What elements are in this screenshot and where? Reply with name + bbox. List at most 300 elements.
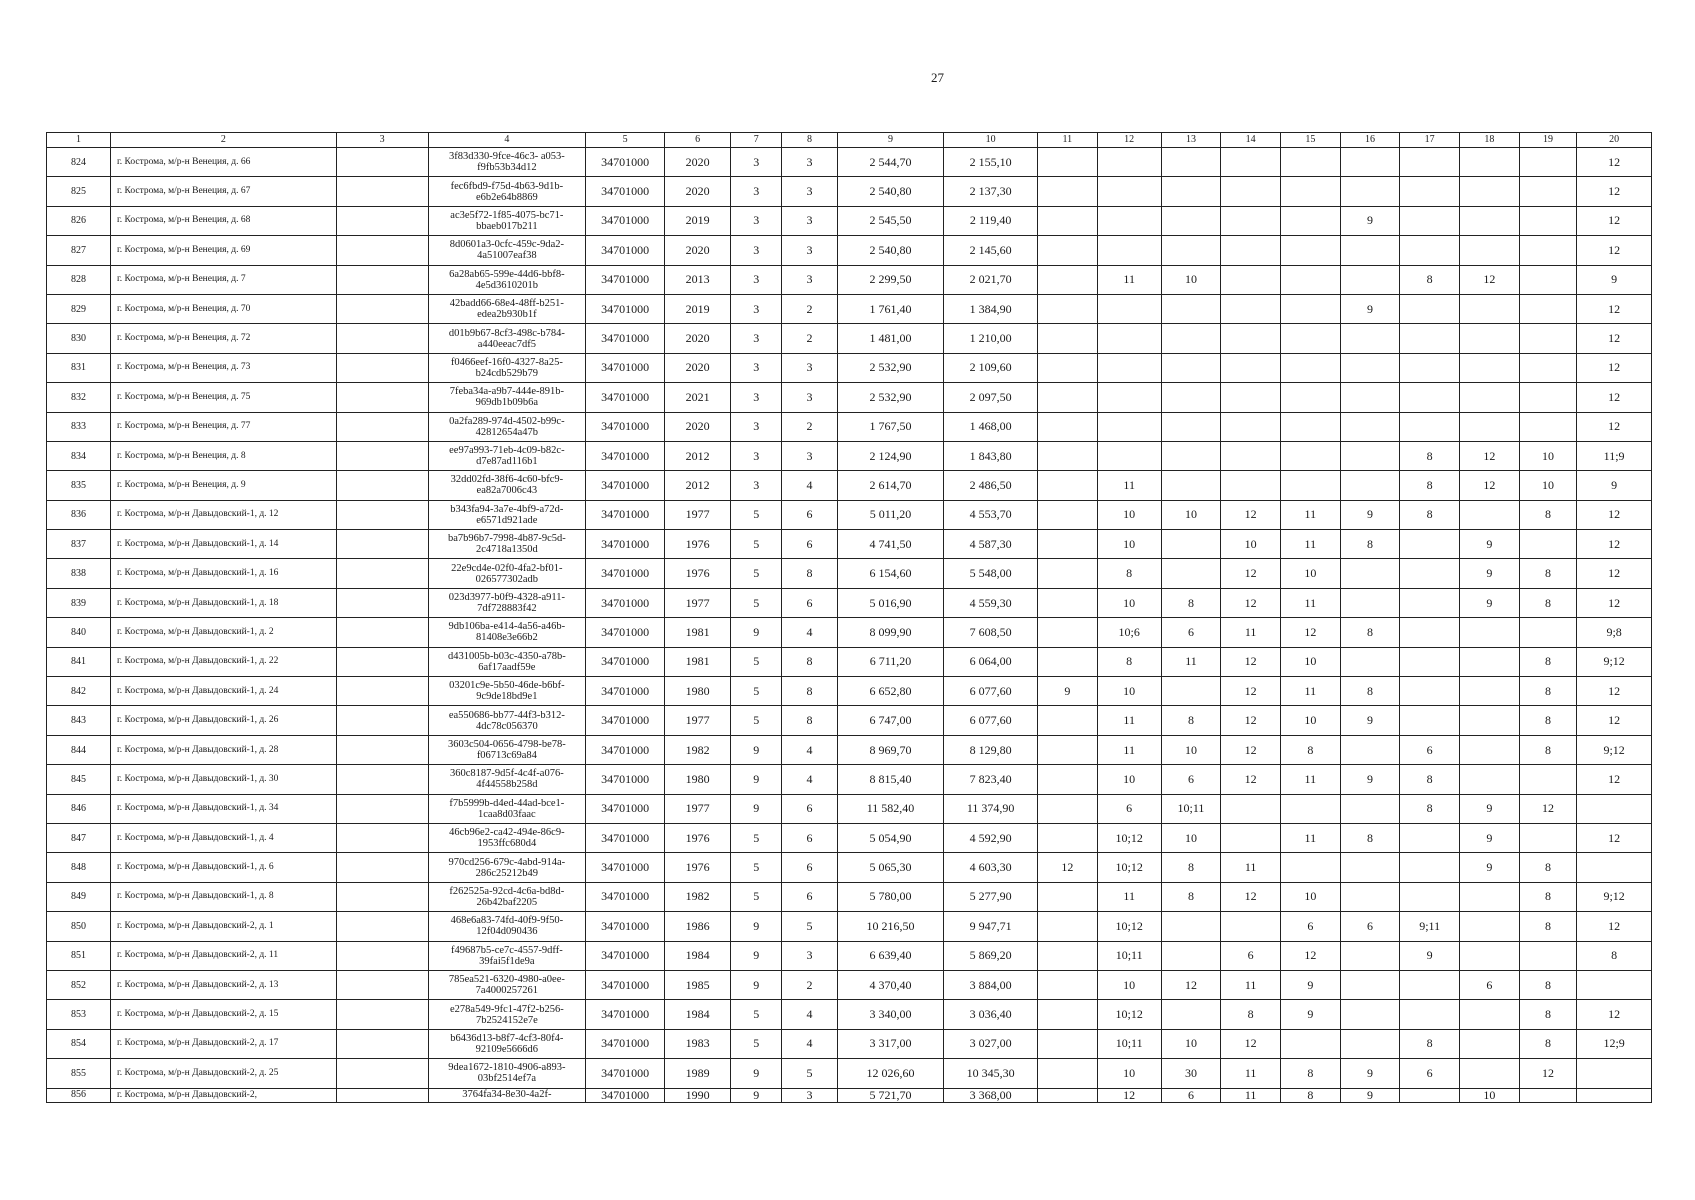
guid-cell: 8d0601a3-0cfc-459c-9da2-4a51007eaf38 bbox=[428, 236, 586, 265]
table-row bbox=[47, 177, 1652, 206]
guid-cell: e278a549-9fc1-47f2-b256-7b2524152e7e bbox=[428, 1000, 586, 1029]
table-row bbox=[47, 265, 1652, 294]
table-cell: 5 548,00 bbox=[944, 559, 1038, 588]
table-cell: 2012 bbox=[665, 441, 731, 470]
row-number-cell: 855 bbox=[47, 1059, 111, 1088]
row-number-cell: 852 bbox=[47, 970, 111, 999]
table-cell bbox=[1161, 559, 1221, 588]
table-row bbox=[47, 530, 1652, 559]
table-row bbox=[47, 324, 1652, 353]
table-cell bbox=[1340, 265, 1400, 294]
table-cell: 8 bbox=[1577, 941, 1652, 970]
table-cell: 10 bbox=[1097, 530, 1161, 559]
address-cell: г. Кострома, м/р-н Давыдовский-1, д. 4 bbox=[110, 823, 336, 852]
table-row bbox=[47, 559, 1652, 588]
table-cell: 9 bbox=[731, 970, 782, 999]
table-cell: 6 bbox=[1161, 1088, 1221, 1102]
table-cell: 11 bbox=[1221, 618, 1281, 647]
address-cell: г. Кострома, м/р-н Давыдовский-1, д. 12 bbox=[110, 500, 336, 529]
column-header-2: 2 bbox=[110, 133, 336, 148]
table-cell: 10 bbox=[1161, 1029, 1221, 1058]
table-cell: 8 bbox=[782, 677, 837, 706]
table-cell bbox=[1340, 735, 1400, 764]
row-number-cell: 841 bbox=[47, 647, 111, 676]
table-cell bbox=[1221, 441, 1281, 470]
table-cell: 11 bbox=[1097, 882, 1161, 911]
column-header-13: 13 bbox=[1161, 133, 1221, 148]
table-cell: 11 bbox=[1221, 1059, 1281, 1088]
address-cell: г. Кострома, м/р-н Давыдовский-1, д. 28 bbox=[110, 735, 336, 764]
address-cell: г. Кострома, м/р-н Давыдовский-2, д. 17 bbox=[110, 1029, 336, 1058]
table-cell bbox=[1519, 941, 1577, 970]
table-cell bbox=[1577, 853, 1652, 882]
table-cell: 10;12 bbox=[1097, 1000, 1161, 1029]
table-cell bbox=[1519, 294, 1577, 323]
guid-cell: f49687b5-ce7c-4557-9dff-39fai5f1de9a bbox=[428, 941, 586, 970]
table-cell: 2013 bbox=[665, 265, 731, 294]
table-cell: 12 bbox=[1577, 353, 1652, 382]
table-cell: 5 011,20 bbox=[837, 500, 944, 529]
table-cell: 11 374,90 bbox=[944, 794, 1038, 823]
table-cell: 11 bbox=[1161, 647, 1221, 676]
table-row bbox=[47, 735, 1652, 764]
table-cell: 9 bbox=[1460, 853, 1520, 882]
table-cell: 1985 bbox=[665, 970, 731, 999]
table-cell: 5 bbox=[782, 912, 837, 941]
table-row bbox=[47, 1000, 1652, 1029]
table-cell: 10 bbox=[1280, 882, 1340, 911]
column-header-14: 14 bbox=[1221, 133, 1281, 148]
table-cell bbox=[1519, 412, 1577, 441]
table-cell: 2 124,90 bbox=[837, 441, 944, 470]
table-cell bbox=[1460, 412, 1520, 441]
table-cell bbox=[1340, 412, 1400, 441]
table-cell: 8 bbox=[1519, 677, 1577, 706]
table-cell: 9;12 bbox=[1577, 882, 1652, 911]
table-cell: 34701000 bbox=[586, 706, 665, 735]
table-cell: 12 bbox=[1577, 1000, 1652, 1029]
table-cell bbox=[1038, 765, 1098, 794]
table-cell: 2020 bbox=[665, 177, 731, 206]
row-number-cell: 839 bbox=[47, 588, 111, 617]
table-cell: 10 bbox=[1280, 647, 1340, 676]
table-cell: 11 bbox=[1221, 970, 1281, 999]
table-cell: 8 bbox=[1280, 1088, 1340, 1102]
table-cell bbox=[1038, 1029, 1098, 1058]
table-cell: 9 bbox=[1340, 294, 1400, 323]
table-cell: 9 bbox=[731, 941, 782, 970]
table-cell bbox=[1460, 912, 1520, 941]
table-cell bbox=[336, 941, 428, 970]
table-cell: 8 bbox=[1519, 706, 1577, 735]
guid-cell: 32dd02fd-38f6-4c60-bfc9-ea82a7006c43 bbox=[428, 471, 586, 500]
table-cell bbox=[336, 677, 428, 706]
table-row bbox=[47, 236, 1652, 265]
guid-cell: 0a2fa289-974d-4502-b99c-42812654a47b bbox=[428, 412, 586, 441]
table-cell: 1976 bbox=[665, 853, 731, 882]
row-number-cell: 828 bbox=[47, 265, 111, 294]
table-header bbox=[47, 133, 1652, 148]
row-number-cell: 824 bbox=[47, 148, 111, 177]
guid-cell: f262525a-92cd-4c6a-bd8d-26b42baf2205 bbox=[428, 882, 586, 911]
table-cell: 9;8 bbox=[1577, 618, 1652, 647]
table-cell bbox=[336, 1088, 428, 1102]
table-cell: 7 823,40 bbox=[944, 765, 1038, 794]
column-header-5: 5 bbox=[586, 133, 665, 148]
row-number-cell: 853 bbox=[47, 1000, 111, 1029]
table-cell bbox=[1038, 1088, 1098, 1102]
column-header-19: 19 bbox=[1519, 133, 1577, 148]
table-cell: 3 bbox=[731, 412, 782, 441]
table-cell: 12 bbox=[1221, 765, 1281, 794]
address-cell: г. Кострома, м/р-н Давыдовский-1, д. 8 bbox=[110, 882, 336, 911]
table-cell: 8 bbox=[1280, 1059, 1340, 1088]
table-row bbox=[47, 383, 1652, 412]
table-cell: 2020 bbox=[665, 324, 731, 353]
table-cell: 8 bbox=[1519, 559, 1577, 588]
table-cell bbox=[1097, 324, 1161, 353]
table-cell: 11 bbox=[1221, 853, 1281, 882]
table-cell bbox=[1038, 265, 1098, 294]
table-cell: 9 bbox=[731, 912, 782, 941]
table-cell: 12 bbox=[1221, 882, 1281, 911]
table-cell: 8 bbox=[1519, 735, 1577, 764]
guid-cell: 785ea521-6320-4980-a0ee-7a4000257261 bbox=[428, 970, 586, 999]
table-cell bbox=[1519, 177, 1577, 206]
table-cell bbox=[1400, 148, 1460, 177]
row-number-cell: 840 bbox=[47, 618, 111, 647]
table-cell: 5 bbox=[731, 882, 782, 911]
row-number-cell: 843 bbox=[47, 706, 111, 735]
table-cell bbox=[1400, 353, 1460, 382]
table-cell: 34701000 bbox=[586, 735, 665, 764]
guid-cell: ac3e5f72-1f85-4075-bc71-bbaeb017b211 bbox=[428, 206, 586, 235]
row-number-cell: 838 bbox=[47, 559, 111, 588]
table-cell bbox=[1038, 970, 1098, 999]
row-number-cell: 829 bbox=[47, 294, 111, 323]
table-cell: 12;9 bbox=[1577, 1029, 1652, 1058]
table-cell: 5 bbox=[782, 1059, 837, 1088]
table-cell: 3 027,00 bbox=[944, 1029, 1038, 1058]
table-cell: 11 bbox=[1221, 1088, 1281, 1102]
address-cell: г. Кострома, м/р-н Венеция, д. 66 bbox=[110, 148, 336, 177]
table-cell: 3 036,40 bbox=[944, 1000, 1038, 1029]
table-cell: 34701000 bbox=[586, 1029, 665, 1058]
table-cell bbox=[1161, 353, 1221, 382]
table-cell bbox=[1038, 324, 1098, 353]
table-cell: 12 bbox=[1097, 1088, 1161, 1102]
table-cell bbox=[1340, 441, 1400, 470]
table-cell: 8 bbox=[1519, 1029, 1577, 1058]
table-cell bbox=[1340, 148, 1400, 177]
table-cell: 2012 bbox=[665, 471, 731, 500]
table-cell: 9 bbox=[731, 735, 782, 764]
table-cell: 10;12 bbox=[1097, 853, 1161, 882]
table-cell: 2 145,60 bbox=[944, 236, 1038, 265]
address-cell: г. Кострома, м/р-н Давыдовский-1, д. 22 bbox=[110, 647, 336, 676]
address-cell: г. Кострома, м/р-н Венеция, д. 70 bbox=[110, 294, 336, 323]
table-cell bbox=[1400, 970, 1460, 999]
table-cell bbox=[336, 970, 428, 999]
table-cell: 4 bbox=[782, 1000, 837, 1029]
table-cell: 12 bbox=[1577, 530, 1652, 559]
table-cell bbox=[1340, 647, 1400, 676]
table-cell: 4 bbox=[782, 471, 837, 500]
guid-cell: f7b5999b-d4ed-44ad-bce1-1caa8d03faac bbox=[428, 794, 586, 823]
table-cell: 8 bbox=[1161, 853, 1221, 882]
table-cell: 8 bbox=[1340, 823, 1400, 852]
table-cell: 11 bbox=[1097, 735, 1161, 764]
table-cell bbox=[1460, 1059, 1520, 1088]
registry-table bbox=[46, 132, 1652, 1103]
table-cell bbox=[1577, 1059, 1652, 1088]
table-cell bbox=[1400, 559, 1460, 588]
table-cell bbox=[1460, 236, 1520, 265]
table-cell: 12 bbox=[1577, 559, 1652, 588]
table-row bbox=[47, 1059, 1652, 1088]
table-cell: 6 bbox=[1161, 618, 1221, 647]
table-cell bbox=[336, 706, 428, 735]
table-cell: 1980 bbox=[665, 765, 731, 794]
table-cell: 8 bbox=[1161, 588, 1221, 617]
table-cell bbox=[1038, 412, 1098, 441]
table-cell bbox=[1280, 324, 1340, 353]
table-cell bbox=[1038, 618, 1098, 647]
table-cell: 2019 bbox=[665, 206, 731, 235]
table-cell: 6 bbox=[1221, 941, 1281, 970]
guid-cell: 3f83d330-9fce-46c3- a053-f9fb53b34d12 bbox=[428, 148, 586, 177]
table-cell: 9 bbox=[1280, 970, 1340, 999]
table-cell bbox=[1221, 148, 1281, 177]
table-cell: 2 155,10 bbox=[944, 148, 1038, 177]
table-cell: 6 bbox=[782, 530, 837, 559]
table-cell: 8 bbox=[1519, 500, 1577, 529]
table-row bbox=[47, 677, 1652, 706]
table-cell: 6 bbox=[782, 823, 837, 852]
table-cell: 5 bbox=[731, 1000, 782, 1029]
table-cell: 10 bbox=[1097, 677, 1161, 706]
table-cell bbox=[1280, 177, 1340, 206]
table-cell: 8 bbox=[1400, 441, 1460, 470]
table-cell: 2 544,70 bbox=[837, 148, 944, 177]
table-cell: 6 652,80 bbox=[837, 677, 944, 706]
table-cell bbox=[1280, 412, 1340, 441]
table-cell: 6 bbox=[1161, 765, 1221, 794]
table-cell bbox=[336, 823, 428, 852]
table-cell: 5 bbox=[731, 588, 782, 617]
table-cell: 34701000 bbox=[586, 1088, 665, 1102]
table-cell: 9 bbox=[1400, 941, 1460, 970]
table-cell bbox=[1400, 236, 1460, 265]
table-cell: 9 bbox=[731, 794, 782, 823]
table-cell bbox=[1038, 941, 1098, 970]
table-cell bbox=[1400, 677, 1460, 706]
table-cell bbox=[1161, 294, 1221, 323]
table-cell bbox=[1161, 471, 1221, 500]
table-cell bbox=[1340, 882, 1400, 911]
table-cell: 11 bbox=[1280, 530, 1340, 559]
table-cell: 10 bbox=[1161, 265, 1221, 294]
table-cell: 8 099,90 bbox=[837, 618, 944, 647]
table-cell bbox=[1340, 1029, 1400, 1058]
table-cell: 2020 bbox=[665, 412, 731, 441]
table-cell: 1984 bbox=[665, 1000, 731, 1029]
column-number-row bbox=[47, 133, 1652, 148]
table-cell bbox=[1460, 324, 1520, 353]
table-cell: 1982 bbox=[665, 882, 731, 911]
table-cell bbox=[1400, 324, 1460, 353]
table-cell: 2 bbox=[782, 412, 837, 441]
table-cell: 10;11 bbox=[1161, 794, 1221, 823]
table-cell bbox=[1460, 882, 1520, 911]
table-cell: 8 bbox=[1519, 588, 1577, 617]
table-cell: 8 969,70 bbox=[837, 735, 944, 764]
column-header-16: 16 bbox=[1340, 133, 1400, 148]
table-cell: 6 bbox=[1460, 970, 1520, 999]
row-number-cell: 848 bbox=[47, 853, 111, 882]
table-cell: 3 bbox=[782, 941, 837, 970]
table-cell: 3 bbox=[782, 383, 837, 412]
table-cell bbox=[1221, 823, 1281, 852]
table-cell: 30 bbox=[1161, 1059, 1221, 1088]
table-row bbox=[47, 882, 1652, 911]
table-cell: 1 843,80 bbox=[944, 441, 1038, 470]
table-cell: 2020 bbox=[665, 353, 731, 382]
table-cell: 5 bbox=[731, 677, 782, 706]
table-cell: 12 bbox=[1221, 677, 1281, 706]
table-cell: 2 532,90 bbox=[837, 383, 944, 412]
column-header-3: 3 bbox=[336, 133, 428, 148]
table-cell bbox=[1097, 383, 1161, 412]
table-cell: 2 545,50 bbox=[837, 206, 944, 235]
guid-cell: 3603c504-0656-4798-be78-f06713c69a84 bbox=[428, 735, 586, 764]
table-cell: 6 077,60 bbox=[944, 706, 1038, 735]
table-cell: 6 bbox=[1400, 1059, 1460, 1088]
table-cell bbox=[1460, 765, 1520, 794]
table-cell: 8 bbox=[1161, 706, 1221, 735]
address-cell: г. Кострома, м/р-н Венеция, д. 75 bbox=[110, 383, 336, 412]
table-cell bbox=[1038, 530, 1098, 559]
table-cell bbox=[1280, 265, 1340, 294]
table-cell bbox=[1460, 500, 1520, 529]
table-cell: 34701000 bbox=[586, 618, 665, 647]
table-cell: 12 bbox=[1221, 1029, 1281, 1058]
table-cell bbox=[336, 441, 428, 470]
table-cell: 2 540,80 bbox=[837, 177, 944, 206]
table-cell: 3 bbox=[731, 471, 782, 500]
table-cell: 10;6 bbox=[1097, 618, 1161, 647]
table-cell: 11 582,40 bbox=[837, 794, 944, 823]
table-cell: 9;12 bbox=[1577, 735, 1652, 764]
table-cell: 4 370,40 bbox=[837, 970, 944, 999]
table-cell bbox=[336, 530, 428, 559]
table-cell: 6 bbox=[782, 588, 837, 617]
table-cell bbox=[336, 794, 428, 823]
table-cell: 11 bbox=[1280, 823, 1340, 852]
table-cell: 2 021,70 bbox=[944, 265, 1038, 294]
table-cell: 8 bbox=[1519, 882, 1577, 911]
column-header-9: 9 bbox=[837, 133, 944, 148]
table-cell: 4 553,70 bbox=[944, 500, 1038, 529]
table-cell bbox=[1400, 618, 1460, 647]
table-cell bbox=[1161, 912, 1221, 941]
table-cell bbox=[1038, 794, 1098, 823]
table-cell: 8 bbox=[1340, 618, 1400, 647]
table-cell bbox=[1519, 765, 1577, 794]
table-cell bbox=[336, 265, 428, 294]
row-number-cell: 854 bbox=[47, 1029, 111, 1058]
table-cell: 8 bbox=[1519, 853, 1577, 882]
column-header-8: 8 bbox=[782, 133, 837, 148]
table-cell: 11 bbox=[1280, 588, 1340, 617]
table-cell: 10 bbox=[1161, 823, 1221, 852]
table-cell bbox=[1340, 941, 1400, 970]
address-cell: г. Кострома, м/р-н Венеция, д. 7 bbox=[110, 265, 336, 294]
table-cell bbox=[1221, 794, 1281, 823]
table-cell: 6 154,60 bbox=[837, 559, 944, 588]
table-cell: 4 603,30 bbox=[944, 853, 1038, 882]
table-cell bbox=[1038, 706, 1098, 735]
guid-cell: 9db106ba-e414-4a56-a46b-81408e3e66b2 bbox=[428, 618, 586, 647]
table-cell: 1984 bbox=[665, 941, 731, 970]
table-cell bbox=[1038, 177, 1098, 206]
table-cell: 9 bbox=[1340, 1088, 1400, 1102]
table-cell bbox=[336, 1059, 428, 1088]
table-cell: 34701000 bbox=[586, 588, 665, 617]
table-body bbox=[47, 148, 1652, 1103]
table-cell: 6 747,00 bbox=[837, 706, 944, 735]
table-row bbox=[47, 765, 1652, 794]
table-cell: 10;12 bbox=[1097, 823, 1161, 852]
guid-cell: ee97a993-71eb-4c09-b82c-d7e87ad116b1 bbox=[428, 441, 586, 470]
table-cell: 1976 bbox=[665, 559, 731, 588]
guid-cell: f0466eef-16f0-4327-8a25-b24cdb529b79 bbox=[428, 353, 586, 382]
table-cell bbox=[1400, 412, 1460, 441]
table-cell: 6 bbox=[1280, 912, 1340, 941]
table-cell: 2 119,40 bbox=[944, 206, 1038, 235]
table-cell bbox=[1161, 177, 1221, 206]
table-cell: 5 bbox=[731, 530, 782, 559]
table-cell: 2 532,90 bbox=[837, 353, 944, 382]
table-cell bbox=[336, 500, 428, 529]
table-cell bbox=[1400, 294, 1460, 323]
table-cell: 3 bbox=[731, 441, 782, 470]
table-cell: 3 bbox=[782, 441, 837, 470]
table-cell bbox=[1400, 823, 1460, 852]
table-cell: 10 345,30 bbox=[944, 1059, 1038, 1088]
table-cell bbox=[336, 618, 428, 647]
table-cell: 12 bbox=[1221, 500, 1281, 529]
guid-cell: ba7b96b7-7998-4b87-9c5d-2c4718a1350d bbox=[428, 530, 586, 559]
table-cell: 8 bbox=[1161, 882, 1221, 911]
table-cell bbox=[1038, 441, 1098, 470]
column-header-17: 17 bbox=[1400, 133, 1460, 148]
table-cell: 3 368,00 bbox=[944, 1088, 1038, 1102]
table-cell: 9 947,71 bbox=[944, 912, 1038, 941]
table-cell: 11 bbox=[1280, 765, 1340, 794]
table-cell bbox=[1400, 706, 1460, 735]
table-cell: 3 317,00 bbox=[837, 1029, 944, 1058]
table-cell: 3 bbox=[782, 1088, 837, 1102]
table-cell: 1981 bbox=[665, 618, 731, 647]
address-cell: г. Кострома, м/р-н Венеция, д. 69 bbox=[110, 236, 336, 265]
column-header-12: 12 bbox=[1097, 133, 1161, 148]
table-cell: 2 299,50 bbox=[837, 265, 944, 294]
table-row bbox=[47, 970, 1652, 999]
table-cell: 8 bbox=[782, 647, 837, 676]
table-cell: 5 016,90 bbox=[837, 588, 944, 617]
table-cell: 12 bbox=[1280, 618, 1340, 647]
